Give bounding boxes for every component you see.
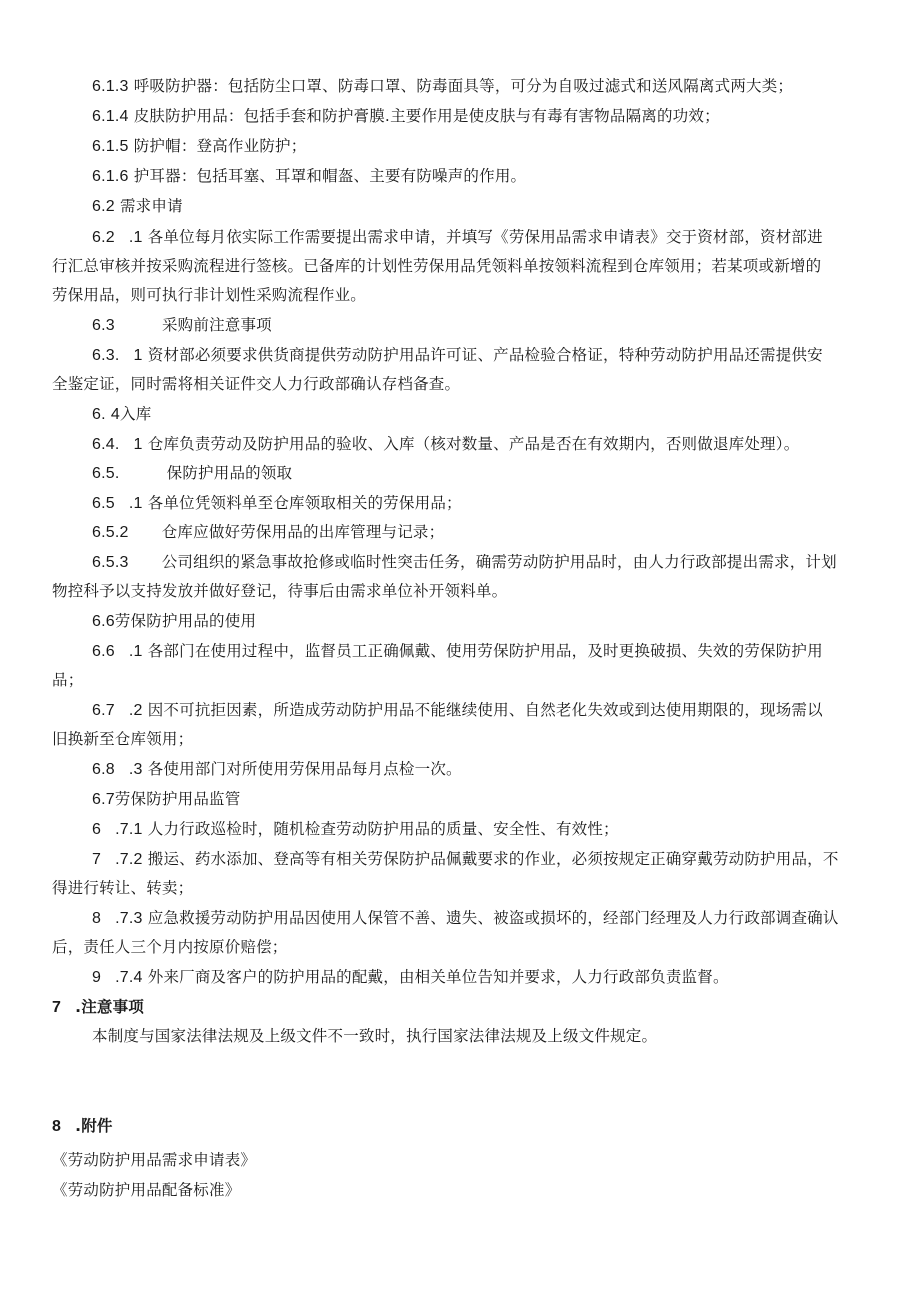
clause-6-2-1-line3: 劳保用品，则可执行非计划性采购流程作业。	[52, 286, 367, 304]
section-6-6-heading: 6.6劳保防护用品的使用	[92, 612, 257, 630]
clause-8-7-3-line2: 后，责任人三个月内按原价赔偿；	[52, 938, 288, 956]
section-6-2-heading: 6.2 需求申请	[92, 197, 183, 215]
clause-6-7-2-line2: 旧换新至仓库领用；	[52, 730, 194, 748]
clause-6-1-5: 6.1.5 防护帽：登高作业防护；	[92, 137, 307, 155]
section-6-5-heading: 6.5. 保防护用品的领取	[92, 464, 293, 482]
clause-9-7-4: 9 .7.4 外来厂商及客户的防护用品的配戴，由相关单位告知并要求，人力行政部负责监督。	[92, 968, 729, 986]
clause-6-6-1-line2: 品；	[52, 671, 84, 689]
clause-6-8-3: 6.8 .3 各使用部门对所使用劳保用品每月点检一次。	[92, 760, 462, 778]
attachment-item: 《劳动防护用品需求申请表》	[52, 1151, 257, 1169]
clause-7-7-2: 7 .7.2 搬运、药水添加、登高等有相关劳保防护品佩戴要求的作业，必须按规定正确穿戴劳动防护用品，不	[92, 850, 839, 868]
clause-6-5-1: 6.5 .1 各单位凭领料单至仓库领取相关的劳保用品；	[92, 494, 462, 512]
attachment-item: 《劳动防护用品配备标准》	[52, 1181, 241, 1199]
clause-6-1-4: 6.1.4 皮肤防护用品：包括手套和防护膏膜.主要作用是使皮肤与有毒有害物品隔离的功效；	[92, 107, 720, 125]
clause-7-7-2-line2: 得进行转让、转卖；	[52, 879, 194, 897]
clause-6-7-1: 6 .7.1 人力行政巡检时，随机检查劳动防护用品的质量、安全性、有效性；	[92, 820, 619, 838]
clause-6-6-1: 6.6 .1 各部门在使用过程中，监督员工正确佩戴、使用劳保防护用品，及时更换破损、失效的劳保防护用	[92, 642, 823, 660]
clause-6-4-1: 6.4. 1 仓库负责劳动及防护用品的验收、入库（核对数量、产品是否在有效期内，否则做退库处理）。	[92, 435, 800, 453]
clause-6-2-1-line2: 行汇总审核并按采购流程进行签核。已备库的计划性劳保用品凭领料单按领料流程到仓库领用；若某项或新增的	[52, 257, 822, 275]
clause-6-3-1: 6.3. 1 资材部必须要求供货商提供劳动防护用品许可证、产品检验合格证，特种劳动防护用品还需提供安	[92, 346, 823, 364]
section-8-heading: 8 .附件	[52, 1117, 113, 1135]
clause-8-7-3: 8 .7.3 应急救援劳动防护用品因使用人保管不善、遗失、被盗或损坏的，经部门经理及人力行政部调查确认	[92, 909, 839, 927]
section-6-4-heading: 6. 4入库	[92, 405, 152, 423]
clause-6-1-3: 6.1.3 呼吸防护器：包括防尘口罩、防毒口罩、防毒面具等，可分为自吸过滤式和送风隔离式两大类；	[92, 77, 794, 95]
clause-6-1-6: 6.1.6 护耳器：包括耳塞、耳罩和帽盔、主要有防噪声的作用。	[92, 167, 527, 185]
clause-6-5-3-line2: 物控科予以支持发放并做好登记，待事后由需求单位补开领料单。	[52, 582, 508, 600]
clause-6-7-2: 6.7 .2 因不可抗拒因素，所造成劳动防护用品不能继续使用、自然老化失效或到达使用期限的，现场需以	[92, 701, 823, 719]
section-7-heading: 7 .注意事项	[52, 998, 144, 1016]
section-6-7-heading: 6.7劳保防护用品监管	[92, 790, 241, 808]
clause-6-2-1: 6.2 .1 各单位每月依实际工作需要提出需求申请，并填写《劳保用品需求申请表》交于资材部，资材部进	[92, 228, 823, 246]
clause-6-5-2: 6.5.2 仓库应做好劳保用品的出库管理与记录；	[92, 523, 445, 541]
section-7-text: 本制度与国家法律法规及上级文件不一致时，执行国家法律法规及上级文件规定。	[92, 1027, 658, 1045]
clause-6-5-3: 6.5.3 公司组织的紧急事故抢修或临时性突击任务，确需劳动防护用品时，由人力行政部提出需求，计划	[92, 553, 837, 571]
clause-6-3-1-line2: 全鉴定证，同时需将相关证件交人力行政部确认存档备查。	[52, 375, 461, 393]
section-6-3-heading: 6.3 采购前注意事项	[92, 316, 272, 334]
